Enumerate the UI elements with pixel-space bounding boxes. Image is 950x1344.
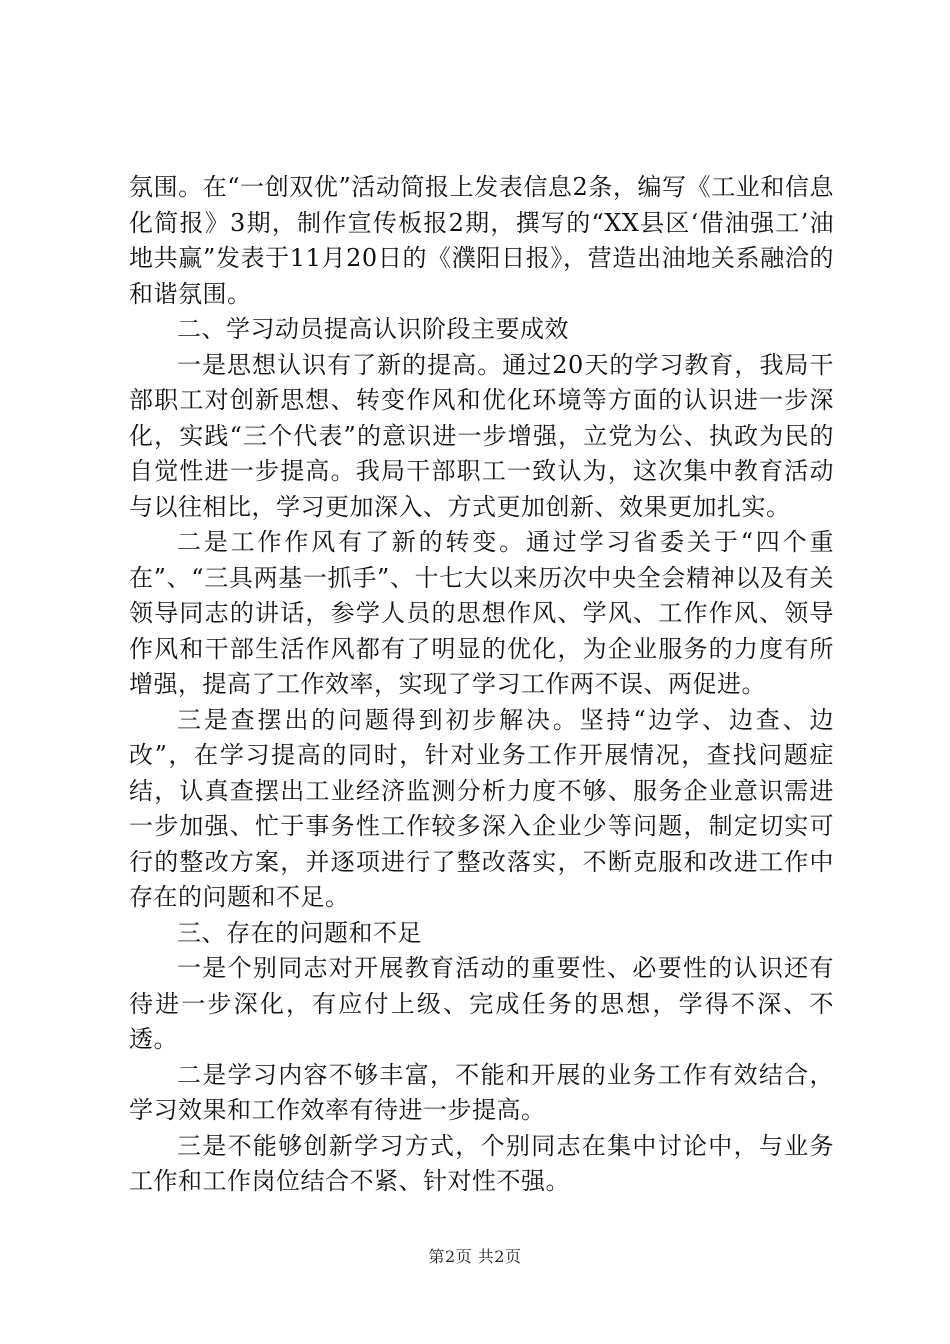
section-heading-3: 三、存在的问题和不足 [177, 918, 422, 947]
paragraph-issue-1: 一是个别同志对开展教育活动的重要性、必要性的认识还有待进一步深化，有应付上级、完成任务的思想，学得不深、不透。 [129, 954, 834, 1053]
paragraph-problems-solved: 三是查摆出的问题得到初步解决。坚持“边学、边查、边改”，在学习提高的同时，针对业务工作开展情况，查找问题症结，认真查摆出工业经济监测分析力度不够、服务企业意识需进一步加强、忙于事务性工作较多深入企业少等问题，制定切实可行的整改方案，并逐项进行了整改落实，不断克服和改进工作中存在的问题和不足。 [129, 705, 834, 911]
document-body [129, 170, 834, 1200]
paragraph-issue-2: 二是学习内容不够丰富，不能和开展的业务工作有效结合，学习效果和工作效率有待进一步提高。 [129, 1060, 834, 1124]
paragraph-continuation: 氛围。在“一创双优”活动简报上发表信息2条，编写《工业和信息化简报》3期，制作宣传板报2期，撰写的“XX县区‘借油强工’油地共赢”发表于11月20日的《濮阳日报》，营造出油地关系融洽的和谐氛围。 [129, 173, 834, 308]
paragraph-issue-3: 三是不能够创新学习方式，个别同志在集中讨论中，与业务工作和工作岗位结合不紧、针对性不强。 [129, 1131, 834, 1195]
paragraph-thinking: 一是思想认识有了新的提高。通过20天的学习教育，我局干部职工对创新思想、转变作风和优化环境等方面的认识进一步深化，实践“三个代表”的意识进一步增强，立党为公、执政为民的自觉性进一步提高。我局干部职工一致认为，这次集中教育活动与以往相比，学习更加深入、方式更加创新、效果更加扎实。 [129, 350, 834, 521]
section-heading-2: 二、学习动员提高认识阶段主要成效 [177, 315, 569, 343]
paragraph-work-style: 二是工作作风有了新的转变。通过学习省委关于“四个重在”、“三具两基一抓手”、十七大以来历次中央全会精神以及有关领导同志的讲话，参学人员的思想作风、学风、工作作风、领导作风和干部生活作风都有了明显的优化，为企业服务的力度有所增强，提高了工作效率，实现了学习工作两不误、两促进。 [129, 528, 834, 698]
page-number-footer: 第2页 共2页 [428, 1247, 522, 1266]
